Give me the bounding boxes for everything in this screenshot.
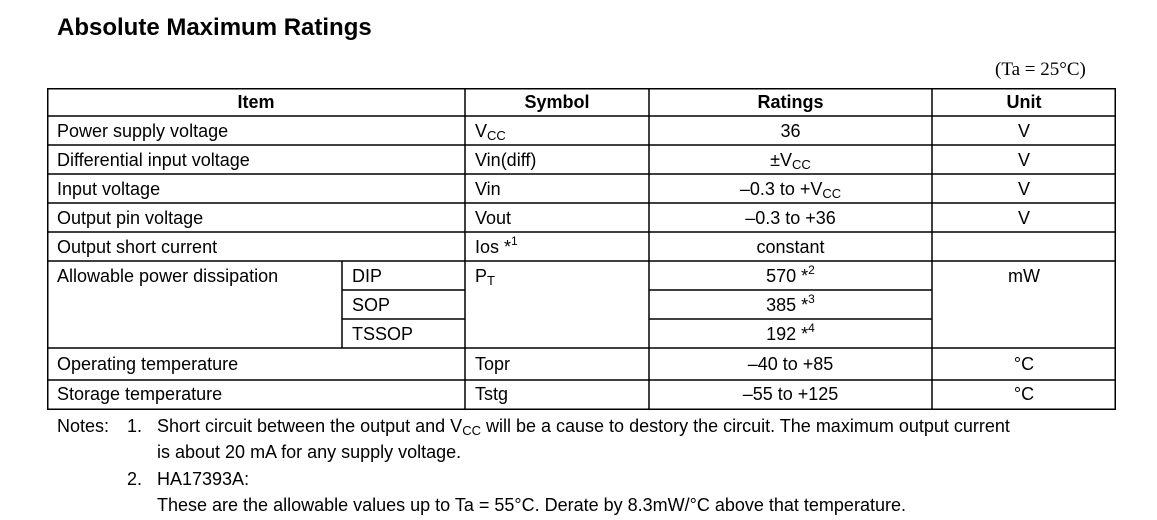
item-storage-temperature: Storage temperature <box>57 384 223 404</box>
symbol-tstg: Tstg <box>475 384 509 404</box>
note-2-line-2: These are the allowable values up to Ta = 55°C. Derate by 8.3mW/°C above that temperature. <box>157 495 906 515</box>
ambient-condition: (Ta = 25°C) <box>995 59 1086 80</box>
notes-label: Notes: <box>57 416 110 436</box>
unit-power-supply: V <box>1017 121 1030 141</box>
rating-storage-temperature: –55 to +125 <box>742 384 839 404</box>
item-output-pin-voltage: Output pin voltage <box>57 208 204 228</box>
header-item: Item <box>237 92 275 112</box>
symbol-vout: Vout <box>475 208 512 228</box>
item-input-voltage: Input voltage <box>57 179 161 199</box>
item-operating-temperature: Operating temperature <box>57 354 239 374</box>
header-unit: Unit <box>1006 92 1042 112</box>
unit-operating-temperature: °C <box>1013 354 1035 374</box>
unit-power-dissipation: mW <box>1008 266 1040 286</box>
symbol-pt: $P_T$ <box>475 266 495 288</box>
symbol-ios: Ios *$^1$ <box>475 234 518 257</box>
header-symbol: Symbol <box>524 92 590 112</box>
rating-operating-temperature: –40 to +85 <box>747 354 834 374</box>
rating-tssop: 192 *$^4$ <box>766 321 815 344</box>
item-differential-input-voltage: Differential input voltage <box>57 150 250 170</box>
unit-differential-input: V <box>1017 150 1030 170</box>
item-power-supply-voltage: Power supply voltage <box>57 121 229 141</box>
note-1-line-2: is about 20 mA for any supply voltage. <box>157 442 462 462</box>
note-2-line-1: HA17393A: <box>157 469 250 489</box>
package-sop: SOP <box>352 295 391 315</box>
header-ratings: Ratings <box>757 92 824 112</box>
package-dip: DIP <box>352 266 383 286</box>
note-2-number: 2. <box>127 469 143 489</box>
page-title: Absolute Maximum Ratings <box>57 14 372 41</box>
symbol-vcc: $V_{CC}$ <box>475 121 506 143</box>
rating-sop: 385 *$^3$ <box>766 292 815 315</box>
package-tssop: TSSOP <box>352 324 414 344</box>
note-1-number: 1. <box>127 416 143 436</box>
ratings-table <box>47 88 1116 410</box>
symbol-topr: Topr <box>475 354 511 374</box>
symbol-vin-diff: Vin(diff) <box>475 150 537 170</box>
unit-output-pin: V <box>1017 208 1030 228</box>
rating-dip: 570 *$^2$ <box>766 263 815 286</box>
unit-storage-temperature: °C <box>1013 384 1035 404</box>
rating-power-supply: 36 <box>780 121 801 141</box>
rating-short-current: constant <box>756 237 825 257</box>
rating-differential-input: $\pm V_{CC}$ <box>770 150 811 172</box>
rating-input-voltage: –0.3 to $+V_{CC}$ <box>739 179 842 201</box>
item-output-short-current: Output short current <box>57 237 218 257</box>
unit-input-voltage: V <box>1017 179 1030 199</box>
item-allowable-power-dissipation: Allowable power dissipation <box>57 266 279 286</box>
rating-output-pin: –0.3 to +36 <box>745 208 836 228</box>
symbol-vin: Vin <box>475 179 501 199</box>
note-1-line-1: Short circuit between the output and $V_{CC}$ will be a cause to destory the circuit. The maximum output current <box>157 416 1010 438</box>
